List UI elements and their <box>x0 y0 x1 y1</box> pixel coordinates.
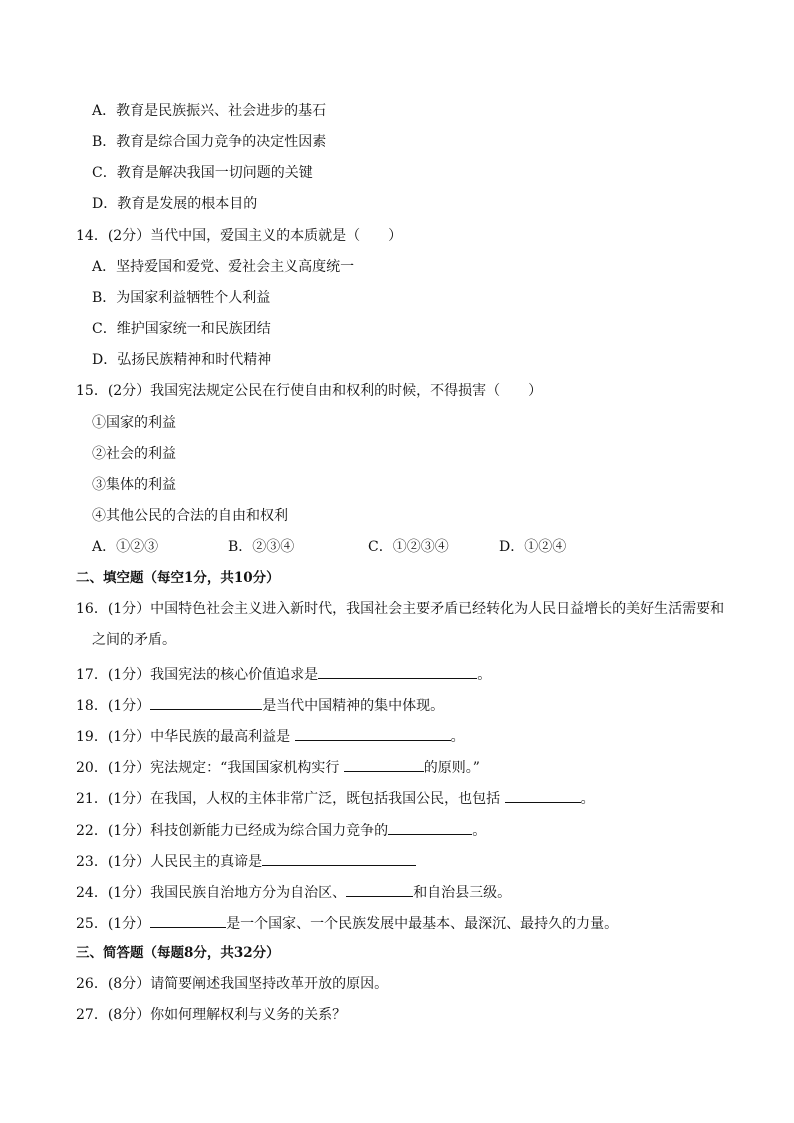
q22-text: 22．(1分）科技创新能力已经成为综合国力竞争的 <box>76 823 389 839</box>
q15-choice-a[interactable]: A．①②③ <box>92 539 159 555</box>
q21-text-end: 。 <box>580 791 595 807</box>
q25-text: 25．(1分） <box>76 916 151 932</box>
q15-choice-b[interactable]: B．②③④ <box>228 539 295 555</box>
q14-option-a[interactable]: A．坚持爱国和爱党、爱社会主义高度统一 <box>92 259 355 275</box>
q15-choice-d[interactable]: D．①②④ <box>499 539 567 555</box>
q19-text: 19．(1分）中华民族的最高利益是 <box>76 729 295 745</box>
q23-answer-blank[interactable] <box>262 849 416 866</box>
q14-stem: 14．(2分）当代中国，爱国主义的本质就是（ ） <box>76 228 403 244</box>
q14-option-d[interactable]: D．弘扬民族精神和时代精神 <box>92 352 272 368</box>
q18-text-end: 是当代中国精神的集中体现。 <box>262 698 445 714</box>
q15-item-2: ②社会的利益 <box>92 446 176 462</box>
q13-option-c[interactable]: C．教育是解决我国一切问题的关键 <box>92 165 313 181</box>
q20 <box>76 755 480 778</box>
q19-text-end: 。 <box>450 729 465 745</box>
q24-answer-blank[interactable] <box>346 880 413 897</box>
section-short-answer-title: 三、简答题（每题8分，共32分） <box>76 945 280 961</box>
q17 <box>76 662 491 685</box>
q22-text-end: 。 <box>472 823 487 839</box>
q16-line-2: 之间的矛盾。 <box>92 632 176 648</box>
q24-text-end: 和自治县三级。 <box>413 885 512 901</box>
q17-text-end: 。 <box>477 667 492 683</box>
q15-stem: 15．(2分）我国宪法规定公民在行使自由和权利的时候，不得损害（ ） <box>76 383 543 399</box>
q14-option-c[interactable]: C．维护国家统一和民族团结 <box>92 321 271 337</box>
q20-text-end: 的原则。” <box>423 760 480 776</box>
q25-text-end: 是一个国家、一个民族发展中最基本、最深沉、最持久的力量。 <box>226 916 619 932</box>
q19-answer-blank[interactable] <box>295 724 451 741</box>
q21 <box>76 786 595 809</box>
q17-text: 17．(1分）我国宪法的核心价值追求是 <box>76 667 319 683</box>
q18-text: 18．(1分） <box>76 698 151 714</box>
q13-option-b[interactable]: B．教育是综合国力竞争的决定性因素 <box>92 134 327 150</box>
q21-text: 21．(1分）在我国，人权的主体非常广泛，既包括我国公民，也包括 <box>76 791 505 807</box>
q15-choice-c[interactable]: C．①②③④ <box>368 539 449 555</box>
q24-text: 24．(1分）我国民族自治地方分为自治区、 <box>76 885 347 901</box>
q25-answer-blank[interactable] <box>150 911 226 928</box>
q23-text: 23．(1分）人民民主的真谛是 <box>76 854 263 870</box>
q15-item-1: ①国家的利益 <box>92 415 176 431</box>
q14-option-b[interactable]: B．为国家利益牺牲个人利益 <box>92 290 271 306</box>
q27: 27．(8分）你如何理解权利与义务的关系？ <box>76 1007 347 1023</box>
q22 <box>76 818 486 841</box>
q26: 26．(8分）请简要阐述我国坚持改革开放的原因。 <box>76 976 389 992</box>
q17-answer-blank[interactable] <box>318 662 477 679</box>
q20-answer-blank[interactable] <box>344 755 424 772</box>
q18-answer-blank[interactable] <box>150 693 262 710</box>
q23 <box>76 849 416 872</box>
q20-text: 20．(1分）宪法规定：“我国国家机构实行 <box>76 760 344 776</box>
q25 <box>76 911 618 934</box>
q15-choices <box>92 537 566 557</box>
q21-answer-blank[interactable] <box>505 786 581 803</box>
q24 <box>76 880 511 903</box>
q22-answer-blank[interactable] <box>388 818 472 835</box>
q16-line-1: 16．(1分）中国特色社会主义进入新时代，我国社会主要矛盾已经转化为人民日益增长的美好生活需要和 <box>76 601 725 617</box>
q19 <box>76 724 465 747</box>
section-fill-title: 二、填空题（每空1分，共10分） <box>76 570 280 586</box>
q18 <box>76 693 444 716</box>
q13-option-a[interactable]: A．教育是民族振兴、社会进步的基石 <box>92 103 327 119</box>
q15-item-4: ④其他公民的合法的自由和权利 <box>92 508 288 524</box>
q15-item-3: ③集体的利益 <box>92 477 176 493</box>
q13-option-d[interactable]: D．教育是发展的根本目的 <box>92 196 258 212</box>
